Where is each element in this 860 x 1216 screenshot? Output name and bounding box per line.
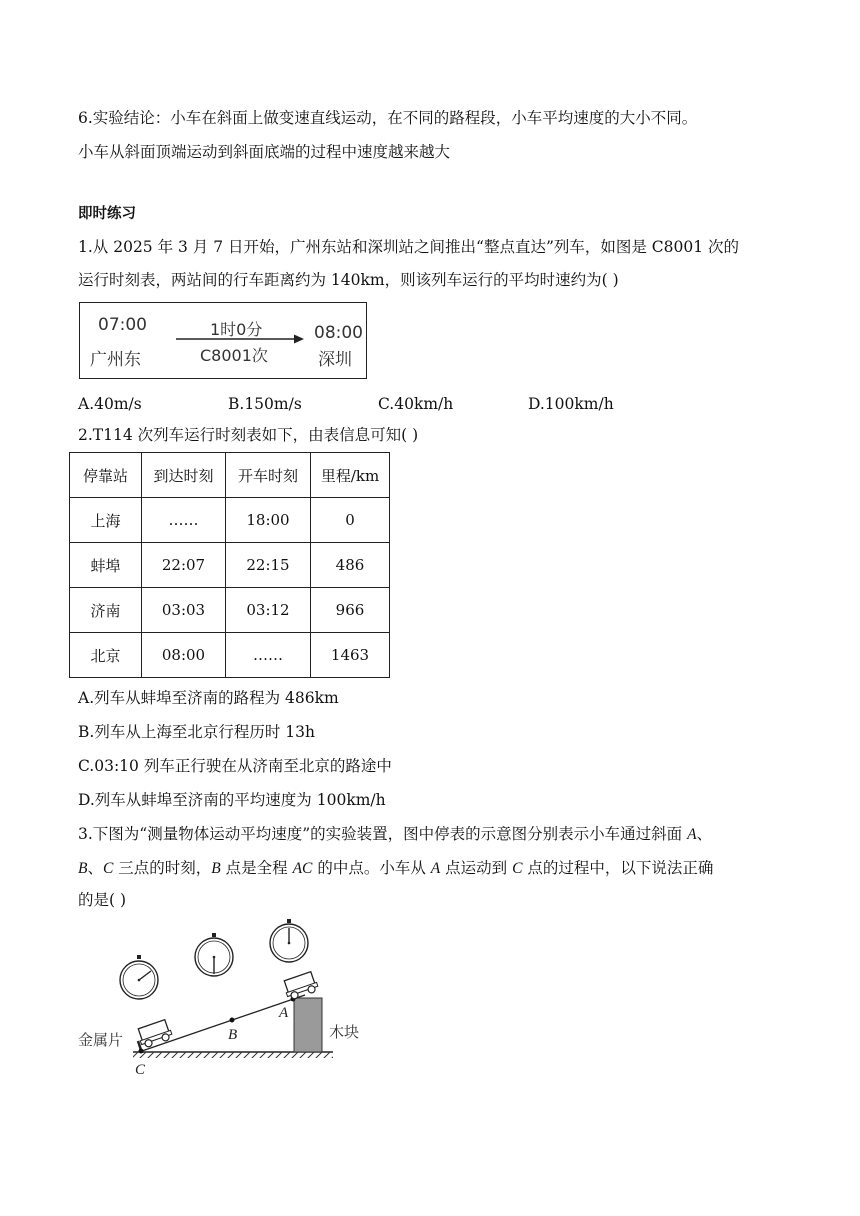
- arrive-station: 深圳: [318, 350, 352, 370]
- point-b: [230, 1018, 235, 1023]
- table-row: [70, 543, 390, 588]
- cell-distance: 966: [311, 588, 390, 633]
- cell-distance: 486: [311, 543, 390, 588]
- label-metal-plate: 金属片: [78, 1031, 124, 1049]
- depart-station: 广州东: [90, 350, 141, 370]
- cell-arrival: ……: [142, 498, 226, 543]
- cell-station: 蚌埠: [70, 543, 142, 588]
- label-point-c: C: [135, 1062, 146, 1078]
- q2-option-c: C.03:10 列车正行驶在从济南至北京的路途中: [78, 757, 392, 775]
- incline-experiment-diagram: [75, 915, 375, 1080]
- cell-station: 北京: [70, 633, 142, 678]
- cell-departure: 18:00: [226, 498, 311, 543]
- route-arrow: [176, 333, 304, 345]
- cell-station: 上海: [70, 498, 142, 543]
- stopwatch-b: [195, 933, 233, 976]
- label-wooden-block: 木块: [329, 1023, 360, 1041]
- q1-stem-line-2: 运行时刻表，两站间的行车距离约为 140km，则该列车运行的平均时速约为( ): [78, 271, 619, 289]
- conclusion-line-2: 小车从斜面顶端运动到斜面底端的过程中速度越来越大: [78, 143, 451, 161]
- train-schedule-table: [69, 452, 390, 678]
- conclusion-line-1: 6.实验结论：小车在斜面上做变速直线运动，在不同的路程段，小车平均速度的大小不同。: [78, 109, 698, 127]
- cell-arrival: 03:03: [142, 588, 226, 633]
- train-timetable-box: [79, 302, 367, 379]
- q3-stem-line-2: B、C 三点的时刻，B 点是全程 AC 的中点。小车从 A 点运动到 C 点的过程中，以下说法正确: [78, 859, 714, 877]
- q2-option-d: D.列车从蚌埠至济南的平均速度为 100km/h: [78, 791, 386, 809]
- q1-option-b: B.150m/s: [228, 395, 302, 413]
- arrive-time: 08:00: [314, 323, 363, 343]
- cell-departure: 03:12: [226, 588, 311, 633]
- label-point-b: B: [228, 1027, 238, 1043]
- table-row: [70, 588, 390, 633]
- header-departure: 开车时刻: [226, 453, 311, 498]
- cell-station: 济南: [70, 588, 142, 633]
- table-row: [70, 498, 390, 543]
- q3-stem-line-3: 的是( ): [78, 891, 127, 909]
- q1-option-a: A.40m/s: [78, 395, 142, 413]
- q1-stem-line-1: 1.从 2025 年 3 月 7 日开始，广州东站和深圳站之间推出“整点直达”列车，如图是 C8001 次的: [78, 238, 740, 256]
- label-point-a: A: [279, 1005, 289, 1021]
- cell-departure: ……: [226, 633, 311, 678]
- stopwatch-c: [120, 955, 158, 999]
- section-title: 即时练习: [78, 206, 136, 222]
- cell-arrival: 08:00: [142, 633, 226, 678]
- table-row: [70, 633, 390, 678]
- q1-option-c: C.40km/h: [378, 395, 454, 413]
- point-c: [139, 1049, 144, 1054]
- q2-stem: 2.T114 次列车运行时刻表如下，由表信息可知( ): [78, 426, 419, 444]
- table-header-row: [70, 453, 390, 498]
- cell-distance: 1463: [311, 633, 390, 678]
- train-number: C8001次: [200, 346, 268, 365]
- cart-bottom: [136, 1019, 173, 1049]
- header-station: 停靠站: [70, 453, 142, 498]
- depart-time: 07:00: [98, 315, 147, 335]
- ground: [133, 1052, 333, 1058]
- cell-departure: 22:15: [226, 543, 311, 588]
- cell-distance: 0: [311, 498, 390, 543]
- q2-option-a: A.列车从蚌埠至济南的路程为 486km: [78, 689, 339, 707]
- header-arrival: 到达时刻: [142, 453, 226, 498]
- stopwatch-a: [270, 919, 308, 962]
- header-distance: 里程/km: [311, 453, 390, 498]
- wooden-block: [294, 998, 322, 1052]
- q3-stem-line-1: 3.下图为“测量物体运动平均速度”的实验装置，图中停表的示意图分别表示小车通过斜面 A、: [78, 825, 713, 843]
- trip-duration: 1时0分: [210, 320, 263, 339]
- q2-option-b: B.列车从上海至北京行程历时 13h: [78, 723, 315, 741]
- cell-arrival: 22:07: [142, 543, 226, 588]
- q1-option-d: D.100km/h: [528, 395, 614, 413]
